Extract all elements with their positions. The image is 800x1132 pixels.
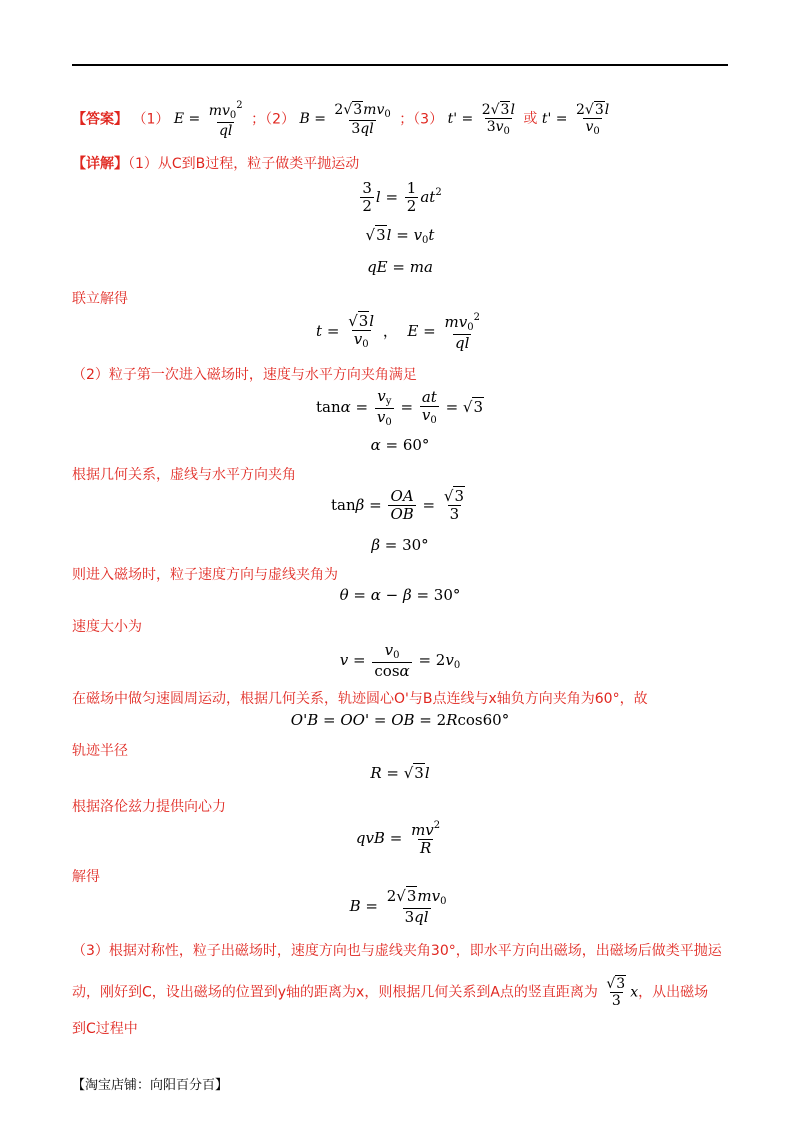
lorentz-text: 根据洛伦兹力提供向心力 — [72, 799, 226, 815]
detail-step1: （1）从C到B过程，粒子做类平抛运动 — [128, 156, 360, 172]
answer-part3-label: ；（3） — [399, 111, 444, 128]
joint-solve-text: 联立解得 — [72, 291, 128, 307]
answer-line — [72, 100, 728, 139]
eq-6: α = 60° — [370, 436, 430, 454]
eq-5: tanα = $\frac{v_y}{v_0}$ = $\frac{at}{v_0}$ = √3 — [315, 387, 484, 428]
header-rule — [72, 64, 728, 66]
eq-10: v = $\frac{v_0}{\cos\alpha}$ = $2v_0$ — [339, 641, 461, 680]
speed-text: 速度大小为 — [72, 619, 142, 635]
eq-9: θ = α − β = 30° — [339, 586, 461, 604]
eq-12: R = √3l — [370, 764, 430, 782]
answer-label: 【答案】 — [72, 111, 128, 128]
eq-4: t = $\frac{√3l}{v_0}$ ， E = $\frac{mv_0^2}{ql}$ — [316, 312, 480, 352]
radius-text: 轨迹半径 — [72, 743, 128, 759]
step3-line-2: 动，刚好到C，设出磁场的位置到y轴的距离为x，则根据几何关系到A点的竖直距离为 $\frac{√3}{3}$ x，从出磁场 — [72, 976, 709, 1010]
step3-line-2-text: 动，刚好到C，设出磁场的位置到y轴的距离为x，则根据几何关系到A点的竖直距离为 — [72, 984, 598, 1001]
solve-text: 解得 — [72, 869, 100, 885]
eq-14: B = $\frac{2√3mv_0}{3ql}$ — [349, 887, 447, 926]
answer-part1-label: （1） — [132, 111, 170, 128]
eq-11: O'B = OO' = OB = 2Rcos60° — [290, 711, 510, 729]
step3-line-3: 到C过程中 — [72, 1021, 138, 1037]
eq-7: tanβ = $\frac{OA}{OB}$ = $\frac{√3}{3}$ — [331, 487, 464, 524]
step3-line-2-tail: ，从出磁场 — [638, 984, 709, 1001]
eq-2: $√3l = v_0t$ — [365, 226, 435, 246]
detail-line-1 — [72, 153, 728, 173]
footer-shop: 【淘宝店铺：向阳百分百】 — [72, 1078, 229, 1093]
answer-formula-2: B = $\frac{2√3mv_0}{3ql}$ — [299, 101, 391, 137]
eq-8: β = 30° — [371, 536, 429, 554]
answer-formula-3: t' = $\frac{2√3l}{3v_0}$ 或 t' = $\frac{2√3l}{v_0}$ — [447, 101, 610, 137]
step2-text: （2）粒子第一次进入磁场时，速度与水平方向夹角满足 — [72, 367, 417, 383]
sqrt3-over-3: $\frac{√3}{3}$ — [606, 976, 626, 1010]
answer-formula-1: E = $\frac{mv_0^2}{ql}$ — [173, 100, 243, 139]
answer-or: 或 — [523, 111, 538, 128]
geometry-text-1: 根据几何关系，虚线与水平方向夹角 — [72, 467, 296, 483]
answer-part2-label: ；（2） — [251, 111, 296, 128]
eq-1: $\frac{3}{2}$ l = $\frac{1}{2}$ $at^2$ — [362, 179, 442, 216]
eq-13: qvB = $\frac{mv^2}{R}$ — [355, 820, 441, 858]
detail-label: 【详解】 — [72, 156, 128, 172]
step3-line-1: （3）根据对称性，粒子出磁场时，速度方向也与虚线夹角30°，即水平方向出磁场，出磁场后做类平抛运 — [72, 943, 722, 959]
eq-3: qE = ma — [367, 258, 433, 276]
circle-text: 在磁场中做匀速圆周运动，根据几何关系，轨迹圆心O'与B点连线与x轴负方向夹角为60°，故 — [72, 691, 648, 707]
enter-angle-text: 则进入磁场时，粒子速度方向与虚线夹角为 — [72, 567, 338, 583]
